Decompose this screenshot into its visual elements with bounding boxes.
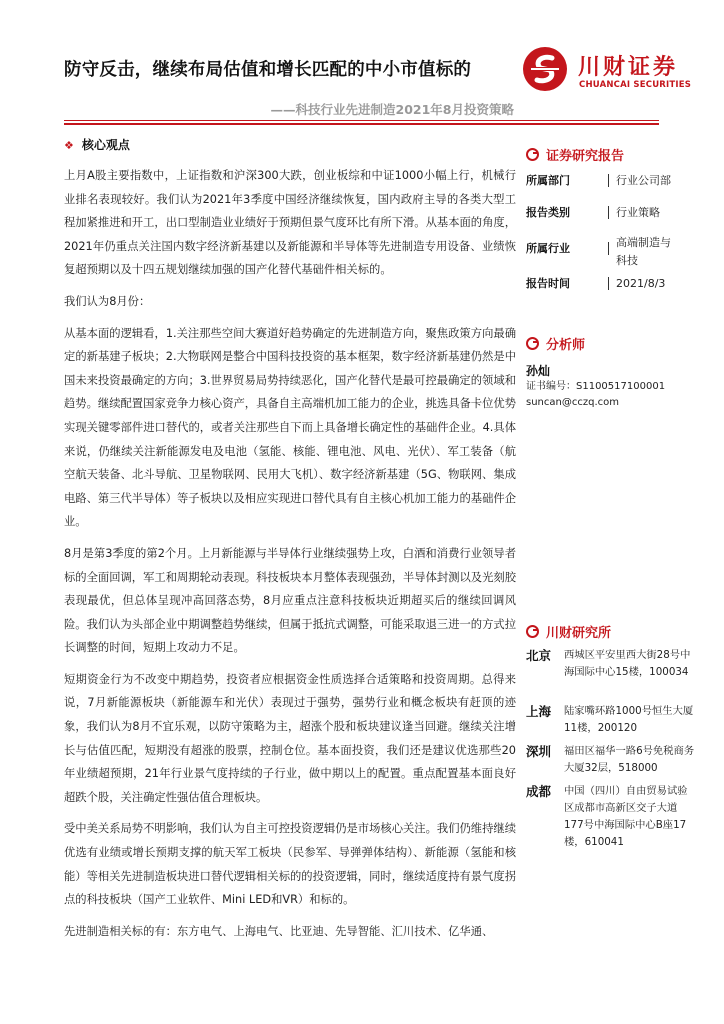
info-value: 高端制造与科技 <box>616 236 671 267</box>
info-value: 行业策略 <box>616 206 660 219</box>
report-info-heading <box>526 145 704 165</box>
report-info-section <box>526 145 704 290</box>
info-value: 2021/8/3 <box>616 277 666 290</box>
paragraph: 短期资金行为不改变中期趋势，投资者应根据资金性质选择合适策略和投资周期。总得来说，7月新能源板块（新能源车和光伏）表现过于强势，强势行业和概念板块有赶顶的迹象，我们认为8月不宜乐观，以防守策略为主，超涨个股和板块建议逢当回避。继续关注增长与估值匹配，短期没有超涨的股票，控制仓位。基本面投资，我们还是建议优选那些20年业绩超预期，21年行业景气度持续的子行业，做中期以上的配置。重点配置基本面良好超跌个股，关注确定性强估值合理板块。 <box>64 672 516 804</box>
paragraph: 从基本面的逻辑看，1.关注那些空间大赛道好趋势确定的先进制造方向，聚焦政策方向最确定的新基建子板块；2.大物联网是整合中国科技投资的基本框架，数字经济新基建仍然是中国未来投资最确定的方向；3.世界贸易局势持续恶化，国产化替代是最可控最确定的领域和趋势。继续配置国家竞争力核心资产，具备自主高端机加工能力的企业，挑选具备卡位优势实现关键零部件进口替代的，或者关注那些自下而上具备增长确定性的基础件企业。4.具体来说，仍继续关注新能源发电及电池（氢能、核能、锂电池、风电、光伏）、军工装备（航空航天装备、北斗导航、卫星物联网、民用大飞机）、数字经济新基建（5G、物联网、集成电路、第三代半导体）等子板块以及相应实现进口替代具有自主核心机加工能力的基础件企业。 <box>64 326 516 529</box>
core-view-heading-text: 核心观点 <box>81 138 130 152</box>
report-info-heading-text: 证券研究报告 <box>546 149 625 164</box>
header-rule-thick <box>64 123 659 125</box>
info-value: 行业公司部 <box>616 174 671 187</box>
logo-mark-icon <box>522 46 568 92</box>
institute-heading <box>526 622 704 642</box>
office-address: 福田区福华一路6号免税商务大厦32层，518000 <box>564 745 695 774</box>
section-marker-icon <box>526 337 539 350</box>
info-row-industry <box>526 234 704 272</box>
office-city: 北京 <box>526 648 552 663</box>
analyst-cert: 证书编号：S1100517100001 <box>526 381 666 392</box>
report-title: 防守反击，继续布局估值和增长匹配的中小市值标的 <box>64 60 472 80</box>
office-address: 中国（四川）自由贸易试验区成都市高新区交子大道177号中海国际中心B座17楼，610041 <box>564 785 688 848</box>
info-row-category <box>526 204 704 224</box>
office-city: 成都 <box>526 784 552 799</box>
main-content <box>64 136 516 951</box>
office-city: 深圳 <box>526 744 552 759</box>
report-subtitle: ——科技行业先进制造2021年8月投资策略 <box>270 102 514 117</box>
core-view-heading <box>64 136 516 153</box>
analyst-heading <box>526 334 704 354</box>
info-divider <box>608 174 609 187</box>
info-label: 所属部门 <box>526 174 570 187</box>
info-label: 所属行业 <box>526 242 570 255</box>
analyst-name: 孙灿 <box>526 364 551 378</box>
section-marker-icon <box>526 625 539 638</box>
info-row-department <box>526 172 704 192</box>
section-marker-icon <box>526 148 539 161</box>
office-city: 上海 <box>526 704 552 719</box>
info-divider <box>608 206 609 219</box>
paragraph: 8月是第3季度的第2个月。上月新能源与半导体行业继续强势上攻，白酒和消费行业领导者标的全面回调，军工和周期轮动表现。科技板块本月整体表现强劲，半导体封测以及光刻胶表现最优，但总体呈现冲高回落态势，8月应重点注意科技板块近期超买后的继续回调风险。我们认为头部企业中期调整趋势继续，但属于抵抗式调整，可能采取退三进一的方式拉长调整的时间，短期上攻动力不足。 <box>64 546 516 655</box>
info-label: 报告时间 <box>526 277 570 290</box>
office-address: 陆家嘴环路1000号恒生大厦11楼，200120 <box>564 705 694 734</box>
office-beijing <box>526 646 704 698</box>
paragraph: 我们认为8月份： <box>64 294 151 308</box>
office-shanghai <box>526 702 704 738</box>
analyst-heading-text: 分析师 <box>546 338 586 353</box>
logo-name-cn: 川财证券 <box>578 55 679 80</box>
paragraph: 受中美关系局势不明影响，我们认为自主可控投资逻辑仍是市场核心关注。我们仍维持继续优选有业绩或增长预期支撑的航天军工板块（民参军、导弹弹体结构）、新能源（氢能和核能）等相关先进制造板块进口替代逻辑相关标的的投资逻辑，同时，继续适度持有景气度拐点的科技板块（国产工业软件、Mini LED和VR）和标的。 <box>64 822 516 907</box>
institute-section <box>526 622 704 848</box>
info-row-date <box>526 275 704 295</box>
info-divider <box>608 277 609 290</box>
company-logo <box>522 46 702 96</box>
institute-heading-text: 川财研究所 <box>546 626 612 641</box>
office-shenzhen <box>526 742 704 778</box>
paragraph: 上月A股主要指数中，上证指数和沪深300大跌，创业板综和中证1000小幅上行，机械行业排名表现较好。我们认为2021年3季度中国经济继续恢复，国内政府主导的各类大型工程加紧推进和开工，出口型制造业业绩好于预期但景气度环比有所下滑。从基本面的角度，2021年仍重点关注国内数字经济新基建以及新能源和半导体等先进制造专用设备、业绩恢复超预期以及十四五规划继续加强的国产化替代基础件相关标的。 <box>64 169 516 277</box>
office-chengdu <box>526 782 704 852</box>
analyst-section <box>526 334 704 411</box>
diamond-bullet-icon: ❖ <box>64 139 74 152</box>
office-address: 西城区平安里西大街28号中海国际中心15楼，100034 <box>564 649 691 678</box>
logo-name-en: CHUANCAI SECURITIES <box>579 80 692 90</box>
header-rule <box>64 120 659 121</box>
info-divider <box>608 242 609 255</box>
analyst-email[interactable]: suncan@cczq.com <box>526 397 619 408</box>
info-label: 报告类别 <box>526 206 570 219</box>
paragraph: 先进制造相关标的有：东方电气、上海电气、比亚迪、先导智能、汇川技术、亿华通、 <box>64 924 494 938</box>
